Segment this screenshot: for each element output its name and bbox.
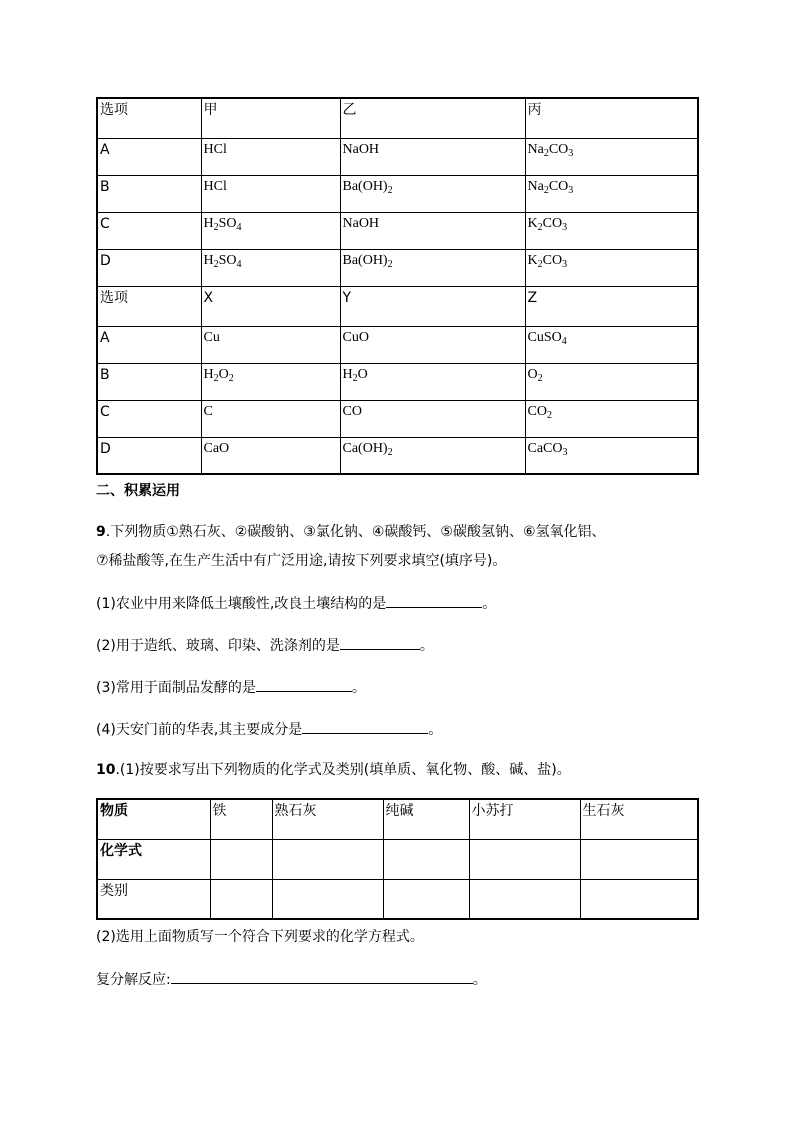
table-cell: $Ba(OH)_2$ — [340, 249, 525, 286]
period: 。 — [482, 596, 497, 612]
table-cell: NaOH — [340, 212, 525, 249]
question-10-line-1 — [96, 760, 571, 780]
table-cell: $O_2$ — [525, 363, 698, 400]
table-row — [97, 138, 698, 175]
table-cell: CuO — [340, 326, 525, 363]
table-cell: D — [97, 249, 201, 286]
table-header-cell: Y — [340, 286, 525, 326]
question-9-part-1 — [96, 592, 496, 614]
substance-header-cell: 小苏打 — [469, 799, 580, 839]
table-cell: $H_2O$ — [340, 363, 525, 400]
answer-blank-10-equation[interactable] — [171, 968, 473, 984]
question-9-line-2: ⑦稀盐酸等,在生产生活中有广泛用途,请按下列要求填空(填序号)。 — [96, 553, 507, 569]
answer-blank-9-3[interactable] — [256, 676, 352, 692]
table-cell: CaO — [201, 437, 340, 474]
table-row — [97, 437, 698, 474]
table-header-cell: 乙 — [340, 98, 525, 138]
table-cell: $Ca(OH)_2$ — [340, 437, 525, 474]
question-10-part-3-text: 复分解反应: — [96, 972, 171, 988]
table-row — [97, 175, 698, 212]
answer-cell[interactable] — [580, 879, 698, 919]
table-cell: D — [97, 437, 201, 474]
table-header-cell: 选项 — [97, 98, 201, 138]
question-10-number: 10 — [96, 762, 116, 778]
substance-header-cell: 纯碱 — [383, 799, 469, 839]
answer-cell[interactable] — [210, 879, 272, 919]
table-cell: Cu — [201, 326, 340, 363]
table-cell: $K_2CO_3$ — [525, 249, 698, 286]
answer-blank-9-4[interactable] — [302, 718, 428, 734]
table-header-cell: Z — [525, 286, 698, 326]
answer-cell[interactable] — [210, 839, 272, 879]
substance-table — [96, 798, 699, 920]
table-cell: $Na_2CO_3$ — [525, 175, 698, 212]
period: 。 — [419, 638, 434, 654]
table-cell: B — [97, 175, 201, 212]
table-cell: C — [97, 400, 201, 437]
table-row — [97, 326, 698, 363]
question-9-part-4 — [96, 718, 442, 740]
table-row — [97, 212, 698, 249]
table-cell: $H_2SO_4$ — [201, 249, 340, 286]
table-cell: $Na_2CO_3$ — [525, 138, 698, 175]
table-header-cell: 丙 — [525, 98, 698, 138]
table-header-cell: 甲 — [201, 98, 340, 138]
question-9-number: 9 — [96, 524, 106, 540]
question-9-part-3-text: (3)常用于面制品发酵的是 — [96, 680, 256, 696]
table-cell: CuSO$_4$ — [525, 326, 698, 363]
question-10-part-3 — [96, 968, 487, 990]
table-cell: B — [97, 363, 201, 400]
table-cell: A — [97, 138, 201, 175]
table-row — [97, 249, 698, 286]
table-header-row — [97, 98, 698, 138]
substance-header-cell: 物质 — [97, 799, 210, 839]
section-title: 二、积累运用 — [96, 483, 180, 499]
table-cell: A — [97, 326, 201, 363]
table-cell: HCl — [201, 175, 340, 212]
answer-blank-9-1[interactable] — [386, 592, 482, 608]
table-cell: $H_2SO_4$ — [201, 212, 340, 249]
table-header-cell: X — [201, 286, 340, 326]
question-10-text-1: .(1)按要求写出下列物质的化学式及类别(填单质、氧化物、酸、碱、盐)。 — [115, 762, 571, 778]
question-9-part-4-text: (4)天安门前的华表,其主要成分是 — [96, 722, 303, 738]
answer-cell[interactable] — [383, 879, 469, 919]
question-9-part-2 — [96, 634, 434, 656]
answer-cell[interactable] — [383, 839, 469, 879]
answer-cell[interactable] — [469, 879, 580, 919]
table-cell: C — [97, 212, 201, 249]
formula-row-label: 化学式 — [97, 839, 210, 879]
table-cell: $H_2O_2$ — [201, 363, 340, 400]
substance-header-cell: 熟石灰 — [272, 799, 383, 839]
table-cell: NaOH — [340, 138, 525, 175]
question-9-text-1: .下列物质①熟石灰、②碳酸钠、③氯化钠、④碳酸钙、⑤碳酸氢钠、⑥氢氧化铝、 — [105, 524, 606, 540]
table-cell: $Ba(OH)_2$ — [340, 175, 525, 212]
question-9-part-1-text: (1)农业中用来降低土壤酸性,改良土壤结构的是 — [96, 596, 387, 612]
period: 。 — [351, 680, 366, 696]
table-header-row — [97, 286, 698, 326]
table-row — [97, 363, 698, 400]
substance-header-cell: 生石灰 — [580, 799, 698, 839]
table-header-cell: 选项 — [97, 286, 201, 326]
table-row — [97, 400, 698, 437]
table-cell: CaCO$_3$ — [525, 437, 698, 474]
table-cell: $K_2CO_3$ — [525, 212, 698, 249]
period: 。 — [428, 722, 443, 738]
substance-header-cell: 铁 — [210, 799, 272, 839]
table-cell: $CO_2$ — [525, 400, 698, 437]
answer-cell[interactable] — [469, 839, 580, 879]
table-cell: HCl — [201, 138, 340, 175]
substance-header-row — [97, 799, 698, 839]
question-9-line-1 — [96, 522, 606, 542]
answer-cell[interactable] — [272, 839, 383, 879]
question-10-part-2: (2)选用上面物质写一个符合下列要求的化学方程式。 — [96, 929, 424, 945]
answer-cell[interactable] — [272, 879, 383, 919]
question-9-part-2-text: (2)用于造纸、玻璃、印染、洗涤剂的是 — [96, 638, 340, 654]
category-row-label: 类别 — [97, 879, 210, 919]
category-row — [97, 879, 698, 919]
table-cell: C — [201, 400, 340, 437]
answer-blank-9-2[interactable] — [340, 634, 420, 650]
period: 。 — [472, 972, 487, 988]
options-table — [96, 97, 699, 475]
formula-row — [97, 839, 698, 879]
question-9-part-3 — [96, 676, 366, 698]
answer-cell[interactable] — [580, 839, 698, 879]
options-table-body — [97, 98, 698, 474]
table-cell: CO — [340, 400, 525, 437]
